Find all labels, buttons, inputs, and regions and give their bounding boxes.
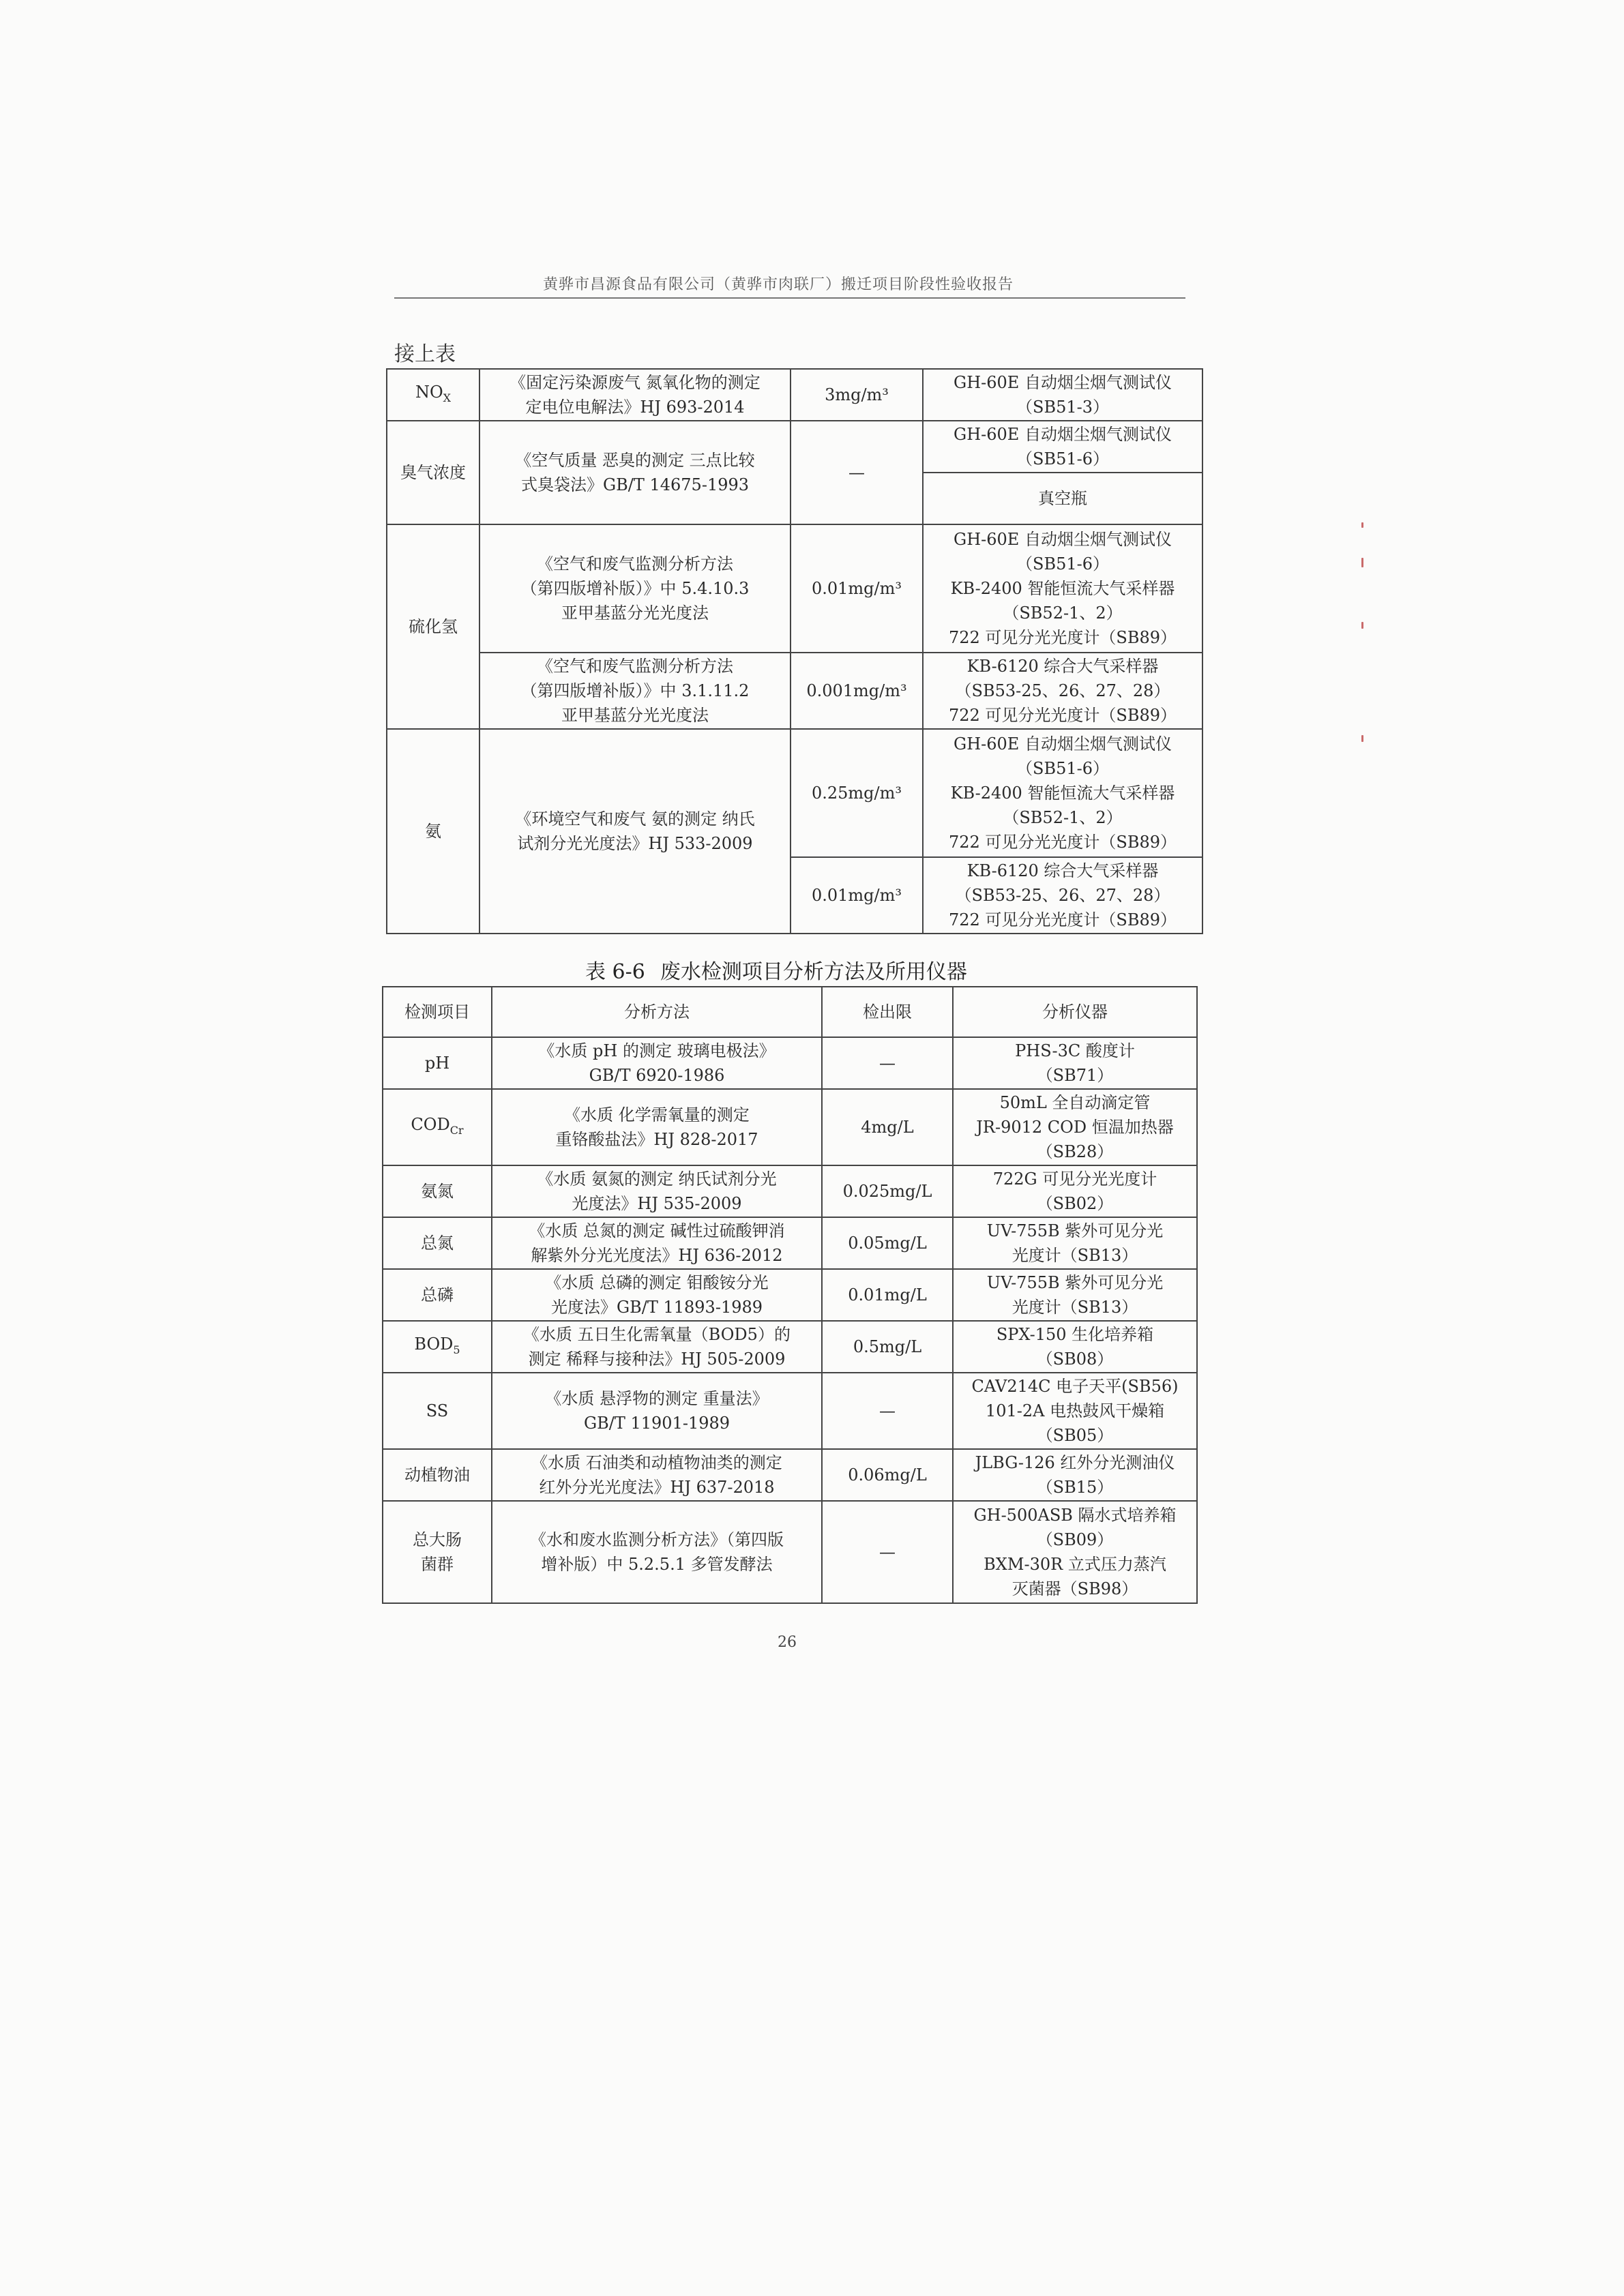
item-cell: pH	[383, 1037, 492, 1089]
limit-cell: 0.01mg/L	[822, 1269, 953, 1321]
method-cell: 《水和废水监测分析方法》（第四版 增补版）中 5.2.5.1 多管发酵法	[492, 1501, 822, 1603]
table-row	[383, 1217, 1197, 1269]
item-cell: 硫化氢	[387, 524, 479, 729]
method-cell: 《水质 pH 的测定 玻璃电极法》 GB/T 6920-1986	[492, 1037, 822, 1089]
item-cell: 总磷	[383, 1269, 492, 1321]
limit-cell: —	[822, 1373, 953, 1449]
instrument-cell: GH-500ASB 隔水式培养箱 （SB09） BXM-30R 立式压力蒸汽 灭菌器（SB98）	[953, 1501, 1197, 1603]
header-rule	[394, 297, 1185, 299]
caption-title: 废水检测项目分析方法及所用仪器	[660, 960, 967, 984]
method-cell: 《水质 化学需氧量的测定 重铬酸盐法》HJ 828-2017	[492, 1089, 822, 1165]
instrument-cell: UV-755B 紫外可见分光 光度计（SB13）	[953, 1269, 1197, 1321]
exhaust-methods-table	[386, 368, 1203, 934]
limit-cell: 3mg/m³	[791, 369, 923, 421]
limit-cell: 4mg/L	[822, 1089, 953, 1165]
table-row	[387, 369, 1202, 421]
header-instrument: 分析仪器	[953, 987, 1197, 1037]
method-cell: 《固定污染源废气 氮氧化物的测定 定电位电解法》HJ 693-2014	[479, 369, 791, 421]
table-row	[383, 1321, 1197, 1373]
item-cell: 动植物油	[383, 1449, 492, 1501]
header-method: 分析方法	[492, 987, 822, 1037]
table-row	[387, 524, 1202, 653]
method-cell: 《空气质量 恶臭的测定 三点比较 式臭袋法》GB/T 14675-1993	[479, 421, 791, 524]
item-cell: 氨	[387, 729, 479, 934]
instrument-cell: KB-6120 综合大气采样器 （SB53-25、26、27、28） 722 可见分光光度计（SB89）	[923, 653, 1202, 729]
instrument-cell: CAV214C 电子天平(SB56) 101-2A 电热鼓风干燥箱 （SB05）	[953, 1373, 1197, 1449]
instrument-cell: JLBG-126 红外分光测油仪 （SB15）	[953, 1449, 1197, 1501]
instrument-cell: GH-60E 自动烟尘烟气测试仪 （SB51-3）	[923, 369, 1202, 421]
item-cell: SS	[383, 1373, 492, 1449]
instrument-cell: 50mL 全自动滴定管 JR-9012 COD 恒温加热器 （SB28）	[953, 1089, 1197, 1165]
table-row	[387, 729, 1202, 857]
caption-number: 表 6-6	[585, 960, 645, 984]
item-cell: 总氮	[383, 1217, 492, 1269]
limit-cell: —	[822, 1037, 953, 1089]
table-row	[383, 1269, 1197, 1321]
method-cell: 《水质 氨氮的测定 纳氏试剂分光 光度法》HJ 535-2009	[492, 1165, 822, 1217]
header-item: 检测项目	[383, 987, 492, 1037]
limit-cell: —	[791, 421, 923, 524]
instrument-cell: GH-60E 自动烟尘烟气测试仪 （SB51-6） KB-2400 智能恒流大气采样器 （SB52-1、2） 722 可见分光光度计（SB89）	[923, 524, 1202, 653]
page-number: 26	[778, 1634, 797, 1651]
scan-mark	[1361, 558, 1363, 567]
item-cell: 总大肠 菌群	[383, 1501, 492, 1603]
table-row	[383, 1037, 1197, 1089]
scan-mark	[1361, 735, 1363, 742]
scan-mark	[1361, 622, 1363, 629]
method-cell: 《空气和废气监测分析方法 （第四版增补版）》中 5.4.10.3 亚甲基蓝分光光度法	[479, 524, 791, 653]
scan-mark	[1361, 522, 1363, 528]
table-row	[383, 1501, 1197, 1603]
table-header-row	[383, 987, 1197, 1037]
limit-cell: 0.5mg/L	[822, 1321, 953, 1373]
limit-cell: 0.001mg/m³	[791, 653, 923, 729]
instrument-cell: 722G 可见分光光度计 （SB02）	[953, 1165, 1197, 1217]
instrument-cell: 真空瓶	[923, 473, 1202, 524]
limit-cell: 0.05mg/L	[822, 1217, 953, 1269]
table-caption	[585, 955, 967, 985]
item-cell: $BOD_5$	[383, 1321, 492, 1373]
method-cell: 《环境空气和废气 氨的测定 纳氏 试剂分光光度法》HJ 533-2009	[479, 729, 791, 934]
instrument-cell: PHS-3C 酸度计 （SB71）	[953, 1037, 1197, 1089]
limit-cell: 0.01mg/m³	[791, 524, 923, 653]
limit-cell: 0.01mg/m³	[791, 857, 923, 934]
instrument-cell: KB-6120 综合大气采样器 （SB53-25、26、27、28） 722 可见分光光度计（SB89）	[923, 857, 1202, 934]
page-header: 黄骅市昌源食品有限公司（黄骅市肉联厂）搬迁项目阶段性验收报告	[543, 276, 1014, 293]
method-cell: 《水质 总磷的测定 钼酸铵分光 光度法》GB/T 11893-1989	[492, 1269, 822, 1321]
table-row	[383, 1089, 1197, 1165]
item-cell: $COD_{Cr}$	[383, 1089, 492, 1165]
item-cell: 臭气浓度	[387, 421, 479, 524]
instrument-cell: GH-60E 自动烟尘烟气测试仪 （SB51-6）	[923, 421, 1202, 473]
instrument-cell: SPX-150 生化培养箱 （SB08）	[953, 1321, 1197, 1373]
method-cell: 《水质 总氮的测定 碱性过硫酸钾消 解紫外分光光度法》HJ 636-2012	[492, 1217, 822, 1269]
method-cell: 《空气和废气监测分析方法 （第四版增补版）》中 3.1.11.2 亚甲基蓝分光光度法	[479, 653, 791, 729]
table-row	[387, 421, 1202, 473]
table-row	[387, 653, 1202, 729]
continuation-label: 接上表	[394, 342, 456, 366]
method-cell: 《水质 五日生化需氧量（BOD5）的 测定 稀释与接种法》HJ 505-2009	[492, 1321, 822, 1373]
item-cell: 氨氮	[383, 1165, 492, 1217]
header-limit: 检出限	[822, 987, 953, 1037]
limit-cell: 0.25mg/m³	[791, 729, 923, 857]
instrument-cell: UV-755B 紫外可见分光 光度计（SB13）	[953, 1217, 1197, 1269]
table-row	[383, 1165, 1197, 1217]
method-cell: 《水质 悬浮物的测定 重量法》 GB/T 11901-1989	[492, 1373, 822, 1449]
limit-cell: 0.025mg/L	[822, 1165, 953, 1217]
table-row	[383, 1449, 1197, 1501]
table-row	[383, 1373, 1197, 1449]
item-cell: $NO_X$	[387, 369, 479, 421]
method-cell: 《水质 石油类和动植物油类的测定 红外分光光度法》HJ 637-2018	[492, 1449, 822, 1501]
wastewater-methods-table	[382, 986, 1198, 1604]
limit-cell: —	[822, 1501, 953, 1603]
limit-cell: 0.06mg/L	[822, 1449, 953, 1501]
instrument-cell: GH-60E 自动烟尘烟气测试仪 （SB51-6） KB-2400 智能恒流大气采样器 （SB52-1、2） 722 可见分光光度计（SB89）	[923, 729, 1202, 857]
